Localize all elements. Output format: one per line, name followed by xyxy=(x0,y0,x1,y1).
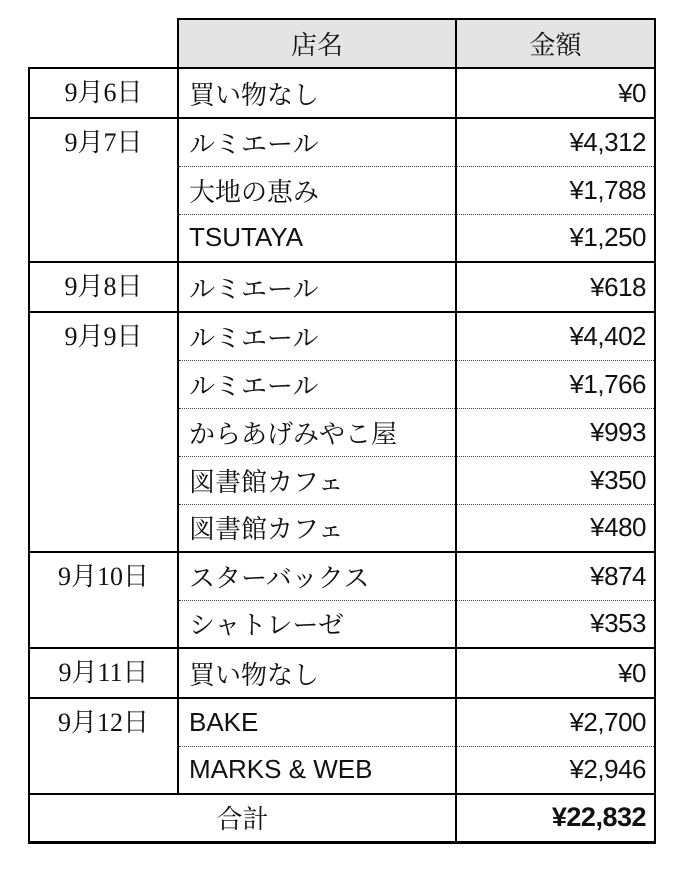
date-cell: 9月7日 xyxy=(29,118,178,262)
total-amount: ¥22,832 xyxy=(456,794,655,842)
total-row xyxy=(29,794,655,842)
date-cell: 9月11日 xyxy=(29,648,178,698)
table-row xyxy=(29,262,655,312)
date-cell: 9月10日 xyxy=(29,552,178,648)
store-cell: 図書館カフェ xyxy=(178,504,456,552)
table-row xyxy=(29,648,655,698)
col-header-amount: 金額 xyxy=(456,19,655,68)
store-cell: 買い物なし xyxy=(178,648,456,698)
amount-cell: ¥1,766 xyxy=(456,360,655,408)
amount-cell: ¥2,700 xyxy=(456,698,655,746)
store-cell: MARKS & WEB xyxy=(178,746,456,794)
amount-cell: ¥480 xyxy=(456,504,655,552)
store-cell: シャトレーゼ xyxy=(178,600,456,648)
amount-cell: ¥618 xyxy=(456,262,655,312)
table-row xyxy=(29,68,655,118)
table-row xyxy=(29,698,655,746)
amount-cell: ¥4,312 xyxy=(456,118,655,166)
amount-cell: ¥0 xyxy=(456,648,655,698)
total-label: 合計 xyxy=(29,794,456,842)
store-cell: ルミエール xyxy=(178,312,456,360)
store-cell: BAKE xyxy=(178,698,456,746)
amount-cell: ¥874 xyxy=(456,552,655,600)
amount-cell: ¥993 xyxy=(456,408,655,456)
store-cell: 買い物なし xyxy=(178,68,456,118)
store-cell: 図書館カフェ xyxy=(178,456,456,504)
store-cell: ルミエール xyxy=(178,360,456,408)
header-row xyxy=(29,19,655,68)
amount-cell: ¥1,250 xyxy=(456,214,655,262)
store-cell: スターバックス xyxy=(178,552,456,600)
store-cell: からあげみやこ屋 xyxy=(178,408,456,456)
table-row xyxy=(29,312,655,360)
corner-cell xyxy=(29,19,178,68)
table-row xyxy=(29,552,655,600)
amount-cell: ¥350 xyxy=(456,456,655,504)
date-cell: 9月6日 xyxy=(29,68,178,118)
store-cell: TSUTAYA xyxy=(178,214,456,262)
amount-cell: ¥0 xyxy=(456,68,655,118)
store-cell: ルミエール xyxy=(178,262,456,312)
store-cell: ルミエール xyxy=(178,118,456,166)
store-cell: 大地の恵み xyxy=(178,166,456,214)
amount-cell: ¥353 xyxy=(456,600,655,648)
date-cell: 9月12日 xyxy=(29,698,178,794)
amount-cell: ¥2,946 xyxy=(456,746,655,794)
expense-table xyxy=(28,18,656,844)
date-cell: 9月8日 xyxy=(29,262,178,312)
table-body xyxy=(29,68,655,794)
amount-cell: ¥1,788 xyxy=(456,166,655,214)
table-row xyxy=(29,118,655,166)
col-header-store: 店名 xyxy=(178,19,456,68)
date-cell: 9月9日 xyxy=(29,312,178,552)
amount-cell: ¥4,402 xyxy=(456,312,655,360)
